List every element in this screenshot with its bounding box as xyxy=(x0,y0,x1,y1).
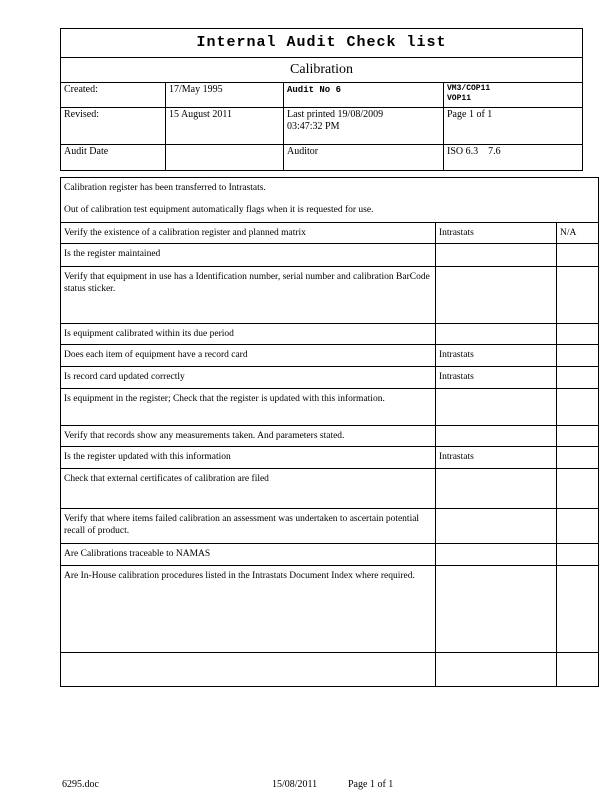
footer-page: Page 1 of 1 xyxy=(348,779,394,790)
checklist-row xyxy=(61,367,599,389)
footer-filename: 6295.doc xyxy=(62,779,99,790)
checklist-row xyxy=(61,426,599,447)
checklist-na[interactable] xyxy=(557,367,599,389)
iso-reference: ISO 6.3 7.6 xyxy=(444,145,583,171)
checklist-question: Is the register maintained xyxy=(61,244,436,267)
page-count: Page 1 of 1 xyxy=(444,108,583,145)
checklist-row xyxy=(61,244,599,267)
ref-line-2: VOP11 xyxy=(447,94,472,103)
checklist-na[interactable] xyxy=(557,389,599,426)
checklist-question: Verify that equipment in use has a Identification number, serial number and calibration BarCode status sticker. xyxy=(61,267,436,324)
checklist-answer[interactable] xyxy=(436,324,557,345)
checklist-question xyxy=(61,653,436,687)
checklist-answer[interactable]: Intrastats xyxy=(436,223,557,244)
last-printed xyxy=(284,108,444,145)
audit-number: Audit No 6 xyxy=(284,83,444,108)
checklist-na[interactable] xyxy=(557,447,599,469)
audit-date-value xyxy=(166,145,284,171)
checklist-question: Is the register updated with this information xyxy=(61,447,436,469)
checklist-answer[interactable] xyxy=(436,653,557,687)
checklist-na[interactable] xyxy=(557,469,599,509)
intro-text: Out of calibration test equipment automatically flags when it is requested for use. xyxy=(61,200,599,223)
checklist-answer[interactable] xyxy=(436,509,557,544)
checklist-na[interactable] xyxy=(557,324,599,345)
checklist-question: Verify that records show any measurements taken. And parameters stated. xyxy=(61,426,436,447)
checklist-row xyxy=(61,566,599,653)
checklist-question: Verify the existence of a calibration register and planned matrix xyxy=(61,223,436,244)
checklist-row xyxy=(61,447,599,469)
checklist-row xyxy=(61,223,599,244)
checklist-answer[interactable]: Intrastats xyxy=(436,345,557,367)
checklist-answer[interactable] xyxy=(436,426,557,447)
checklist-answer[interactable]: Intrastats xyxy=(436,367,557,389)
document-subtitle: Calibration xyxy=(61,58,583,83)
checklist-na[interactable]: N/A xyxy=(557,223,599,244)
checklist-answer[interactable] xyxy=(436,544,557,566)
revised-value: 15 August 2011 xyxy=(166,108,284,145)
checklist-question: Are Calibrations traceable to NAMAS xyxy=(61,544,436,566)
checklist-row xyxy=(61,345,599,367)
last-printed-date: Last printed 19/08/2009 xyxy=(287,109,384,120)
checklist-row xyxy=(61,389,599,426)
checklist-answer[interactable] xyxy=(436,267,557,324)
last-printed-time: 03:47:32 PM xyxy=(287,121,340,132)
checklist-question: Is record card updated correctly xyxy=(61,367,436,389)
ref-line-1: VM3/COP11 xyxy=(447,84,491,93)
intro-text: Calibration register has been transferred to Intrastats. xyxy=(61,178,599,200)
checklist-row xyxy=(61,509,599,544)
checklist-row xyxy=(61,653,599,687)
checklist-na[interactable] xyxy=(557,509,599,544)
checklist-na[interactable] xyxy=(557,544,599,566)
auditor-label: Auditor xyxy=(284,145,444,171)
checklist-answer[interactable] xyxy=(436,244,557,267)
checklist-row xyxy=(61,544,599,566)
checklist-row xyxy=(61,324,599,345)
audit-date-label: Audit Date xyxy=(61,145,166,171)
created-value: 17/May 1995 xyxy=(166,83,284,108)
checklist-question: Verify that where items failed calibration an assessment was undertaken to ascertain potential recall of product. xyxy=(61,509,436,544)
checklist-na[interactable] xyxy=(557,426,599,447)
checklist-question: Are In-House calibration procedures listed in the Intrastats Document Index where required. xyxy=(61,566,436,653)
checklist-question: Is equipment in the register; Check that the register is updated with this information. xyxy=(61,389,436,426)
header-table xyxy=(60,28,583,171)
checklist-na[interactable] xyxy=(557,244,599,267)
checklist-table xyxy=(60,177,599,687)
footer-date: 15/08/2011 xyxy=(272,779,318,790)
created-label: Created: xyxy=(61,83,166,108)
document-title: Internal Audit Check list xyxy=(61,29,583,58)
checklist-na[interactable] xyxy=(557,345,599,367)
checklist-answer[interactable] xyxy=(436,469,557,509)
revised-label: Revised: xyxy=(61,108,166,145)
checklist-answer[interactable]: Intrastats xyxy=(436,447,557,469)
checklist-row xyxy=(61,267,599,324)
checklist-na[interactable] xyxy=(557,566,599,653)
checklist-question: Does each item of equipment have a record card xyxy=(61,345,436,367)
checklist-question: Is equipment calibrated within its due period xyxy=(61,324,436,345)
checklist-answer[interactable] xyxy=(436,389,557,426)
checklist-na[interactable] xyxy=(557,653,599,687)
reference-codes xyxy=(444,83,583,108)
checklist-row xyxy=(61,469,599,509)
checklist-answer[interactable] xyxy=(436,566,557,653)
checklist-na[interactable] xyxy=(557,267,599,324)
checklist-question: Check that external certificates of calibration are filed xyxy=(61,469,436,509)
